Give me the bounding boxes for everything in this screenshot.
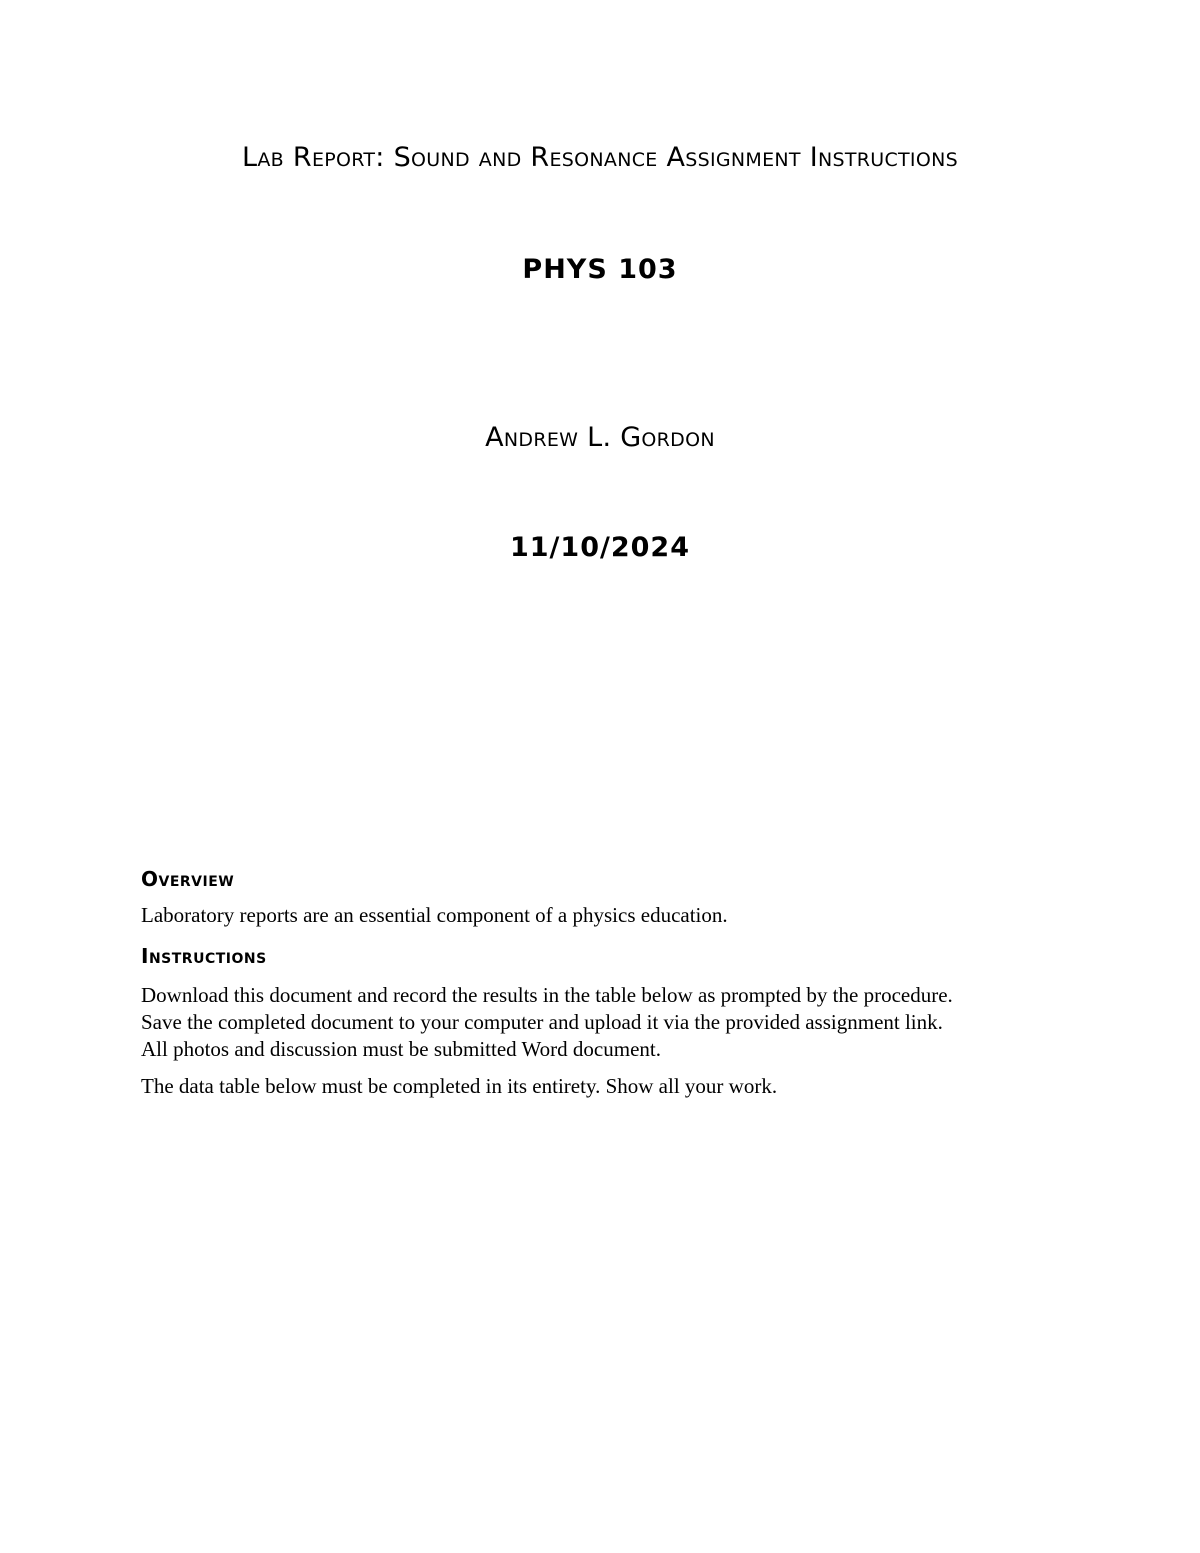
instructions-final-text: The data table below must be completed in its entirety. Show all your work. xyxy=(141,1074,778,1098)
document-date: 11/10/2024 xyxy=(509,532,690,563)
document-title: Lab Report: Sound and Resonance Assignment Instructions xyxy=(242,142,958,173)
instructions-paragraph xyxy=(141,982,1081,1063)
instructions-line: Download this document and record the results in the table below as prompted by the procedure. xyxy=(141,983,953,1007)
instructions-heading: Instructions xyxy=(141,944,267,968)
course-code: PHYS 103 xyxy=(522,254,678,285)
instructions-line: All photos and discussion must be submitted Word document. xyxy=(141,1037,661,1061)
overview-heading: Overview xyxy=(141,867,235,891)
instructions-line: Save the completed document to your computer and upload it via the provided assignment link. xyxy=(141,1010,943,1034)
author-name: Andrew L. Gordon xyxy=(485,422,715,453)
overview-text: Laboratory reports are an essential component of a physics education. xyxy=(141,903,728,927)
